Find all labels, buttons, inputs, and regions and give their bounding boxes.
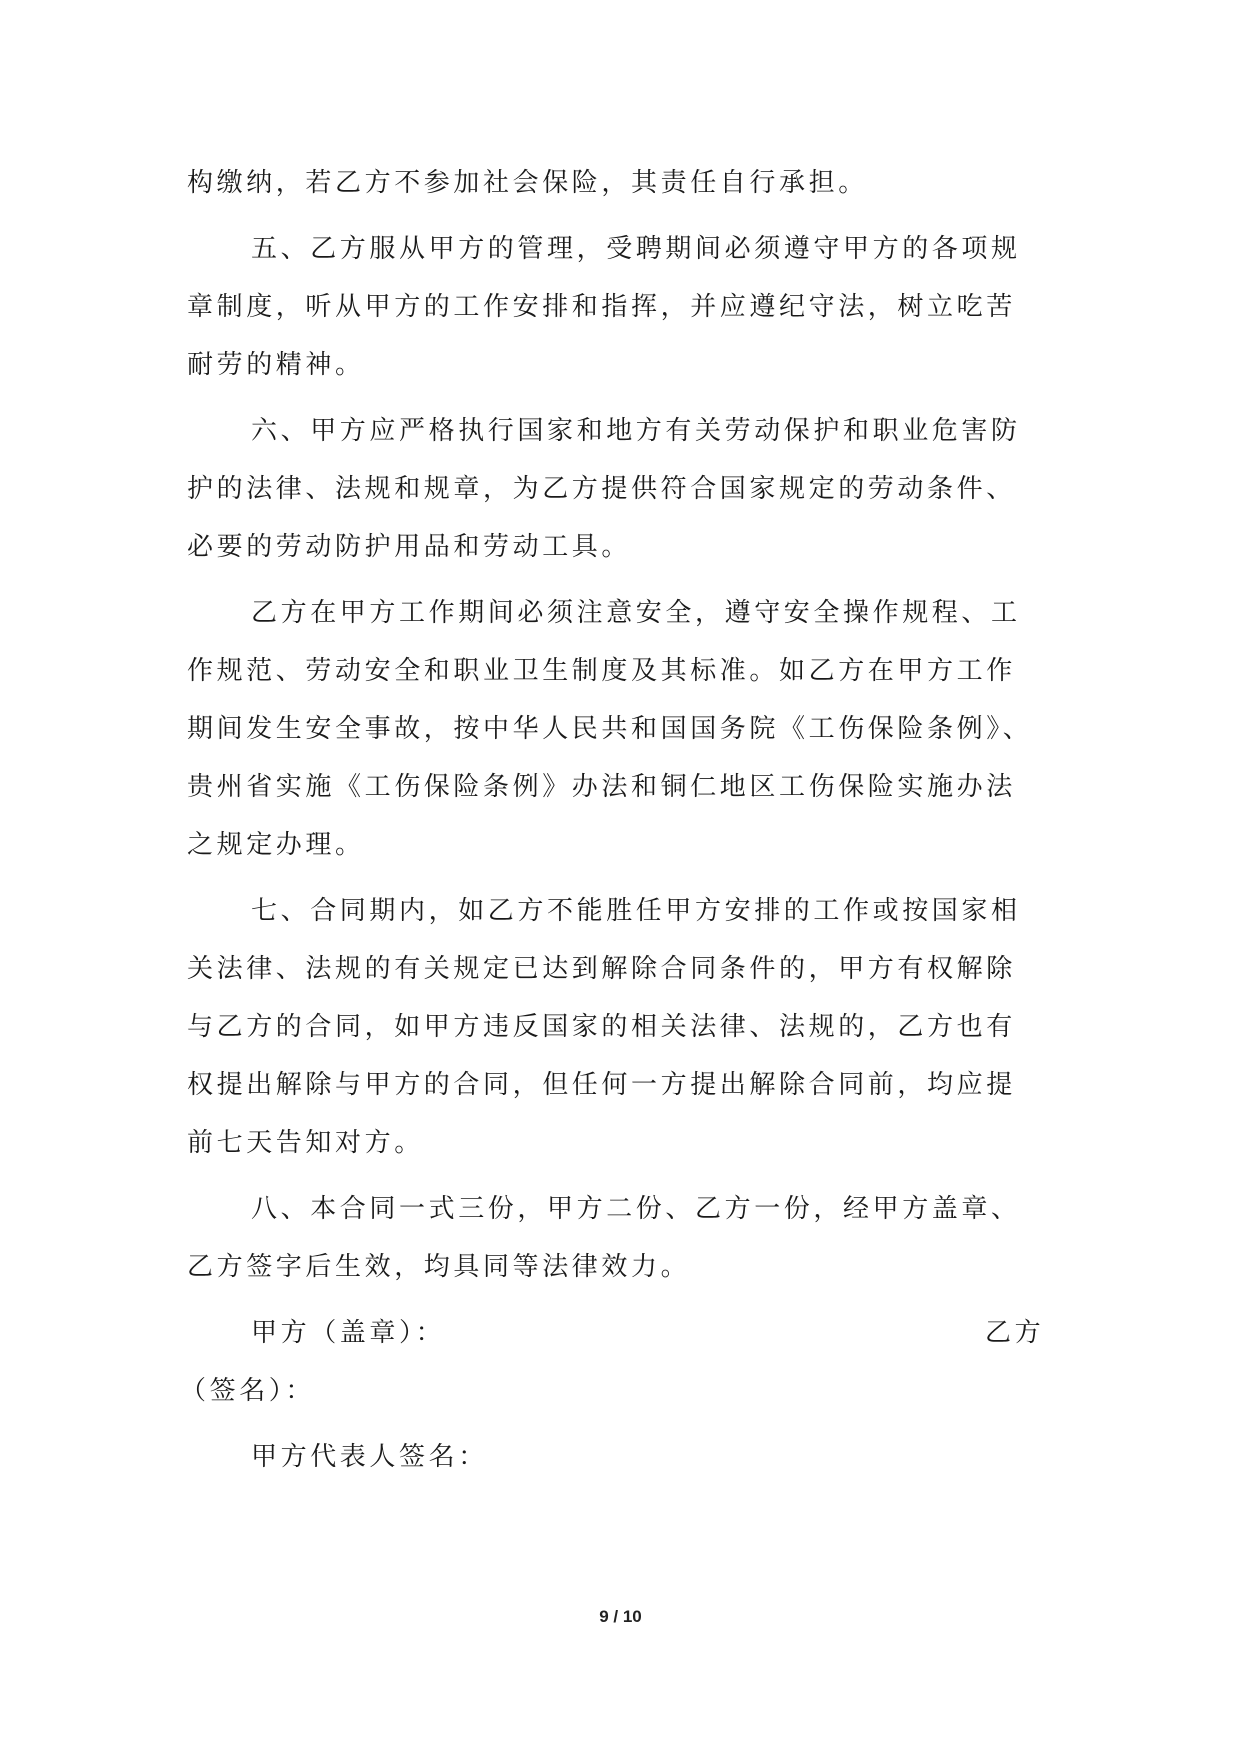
text-line: 前七天告知对方。 [187, 1128, 424, 1158]
text-line: 期间发生安全事故，按中华人民共和国国务院《工伤保险条例》、 [187, 714, 1033, 744]
text-line: 贵州省实施《工伤保险条例》办法和铜仁地区工伤保险实施办法 [187, 772, 1016, 802]
text-line: 作规范、劳动安全和职业卫生制度及其标准。如乙方在甲方工作 [187, 656, 1016, 686]
party-b-sign-label: （签名）： [180, 1376, 316, 1406]
clause-6-line: 六、甲方应严格执行国家和地方有关劳动保护和职业危害防 [251, 416, 1021, 446]
clause-5-line: 五、乙方服从甲方的管理，受聘期间必须遵守甲方的各项规 [251, 234, 1021, 264]
party-a-seal-label: 甲方（盖章）： [251, 1318, 446, 1348]
clause-8-line: 八、本合同一式三份，甲方二份、乙方一份，经甲方盖章、 [251, 1194, 1021, 1224]
text-line: 耐劳的精神。 [187, 350, 365, 380]
text-line: 关法律、法规的有关规定已达到解除合同条件的，甲方有权解除 [187, 954, 1016, 984]
party-a-representative-label: 甲方代表人签名： [251, 1442, 488, 1472]
text-line: 构缴纳，若乙方不参加社会保险，其责任自行承担。 [187, 168, 868, 198]
clause-7-line: 七、合同期内，如乙方不能胜任甲方安排的工作或按国家相 [251, 896, 1021, 926]
party-b-label: 乙方 [985, 1318, 1045, 1348]
text-line: 必要的劳动防护用品和劳动工具。 [187, 532, 632, 562]
text-line: 之规定办理。 [187, 830, 365, 860]
text-line: 章制度，听从甲方的工作安排和指挥，并应遵纪守法，树立吃苦 [187, 292, 1016, 322]
text-line: 护的法律、法规和规章，为乙方提供符合国家规定的劳动条件、 [187, 474, 1016, 504]
safety-paragraph-line: 乙方在甲方工作期间必须注意安全，遵守安全操作规程、工 [251, 598, 1021, 628]
page-number: 9 / 10 [599, 1607, 642, 1626]
text-line: 乙方签字后生效，均具同等法律效力。 [187, 1252, 691, 1282]
text-line: 与乙方的合同，如甲方违反国家的相关法律、法规的，乙方也有 [187, 1012, 1016, 1042]
text-line: 权提出解除与甲方的合同，但任何一方提出解除合同前，均应提 [187, 1070, 1016, 1100]
